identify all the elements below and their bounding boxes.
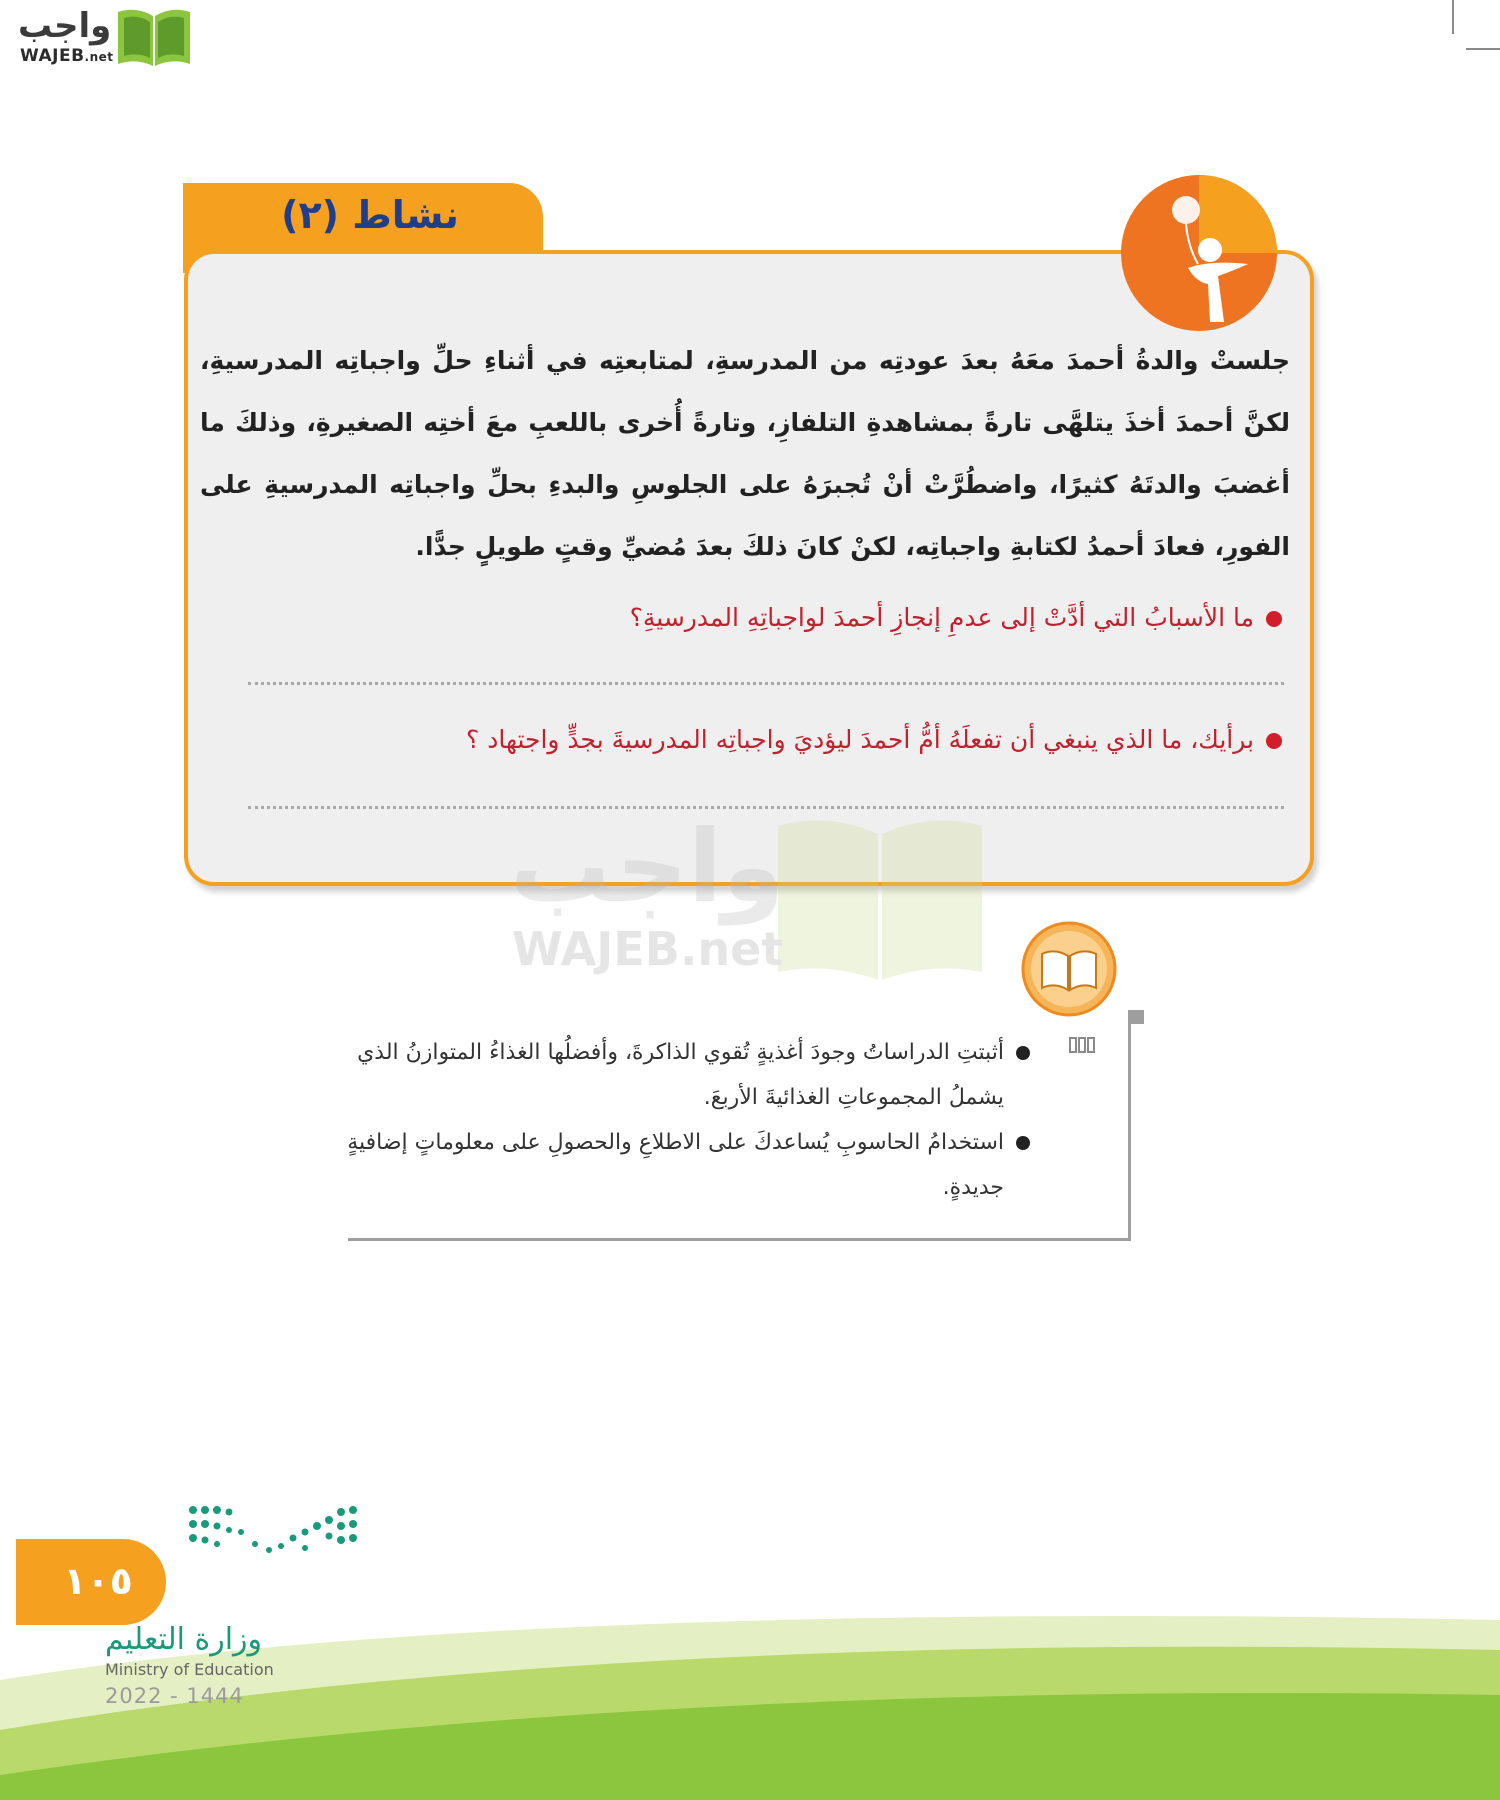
question-2: برأيك، ما الذي ينبغي أن تفعلَهُ أمُّ أحمدَ ليؤديَ واجباتِه المدرسيةَ بجدٍّ واجتهاد ؟: [466, 720, 1282, 760]
watermark-domain: WAJEB.net: [512, 922, 784, 976]
page-number: ١٠٥: [63, 1559, 133, 1603]
site-logo[interactable]: [8, 4, 193, 68]
bullet-icon: [1016, 1046, 1030, 1060]
ministry-name-arabic: وزارة التعليم: [105, 1622, 263, 1657]
child-balloon-icon: [1118, 172, 1280, 334]
watermark-book-icon: [770, 812, 990, 982]
info-frame-bottom: [348, 1238, 1131, 1241]
watermark: [500, 808, 1000, 992]
bullet-icon: [1266, 733, 1282, 749]
fact-item: أثبتتِ الدراساتُ وجودَ أغذيةٍ تُقوي الذاكرةَ، وأفضلُها الغذاءُ المتوازنُ الذي يشملُ المجموعاتِ الغذائيةَ الأربعَ.: [340, 1030, 1030, 1120]
info-facts-list: [340, 1030, 1030, 1210]
ministry-name-english: Ministry of Education: [105, 1660, 274, 1679]
bullet-icon: [1016, 1136, 1030, 1150]
info-frame-right: [1128, 1020, 1131, 1240]
crop-mark: [1466, 48, 1500, 50]
answer-line-1[interactable]: [248, 682, 1284, 685]
crop-mark: [1452, 0, 1454, 34]
watermark-arabic: واجب: [510, 808, 785, 925]
activity-title: نشاط (٢): [281, 193, 459, 237]
academic-year: 2022 - 1444: [105, 1684, 244, 1708]
quote-mark-icon: [1068, 1036, 1096, 1054]
story-paragraph: جلستْ والدةُ أحمدَ معَهُ بعدَ عودتِه من المدرسةِ، لمتابعتِه في أثناءِ حلِّ واجباتِه المدرسيةِ، لكنَّ أحمدَ أخذَ يتلهَّى تارةً بمشاهدةِ التلفازِ، وتارةً أُخرى باللعبِ معَ أختِه الصغيرةِ، وذلكَ ما أغضبَ والدتَهُ كثيرًا، واضطُرَّتْ أنْ تُجبرَهُ على الجلوسِ والبدءِ بحلِّ واجباتِه المدرسيةِ على الفورِ، فعادَ أحمدُ لكتابةِ واجباتِه، لكنْ كانَ ذلكَ بعدَ مُضيِّ وقتٍ طويلٍ جدًّا.: [200, 346, 1290, 561]
logo-domain: WAJEB.net: [20, 46, 114, 66]
green-swoosh: [0, 1560, 1500, 1800]
logo-arabic-text: واجب: [18, 6, 112, 46]
open-book-icon: [1020, 920, 1118, 1018]
question-1: ما الأسبابُ التي أدَّتْ إلى عدمِ إنجازِ أحمدَ لواجباتِهِ المدرسيةِ؟: [630, 598, 1282, 638]
book-icon: [114, 6, 194, 68]
fact-item: استخدامُ الحاسوبِ يُساعدكَ على الاطلاعِ والحصولِ على معلوماتٍ إضافيةٍ جديدةٍ.: [340, 1120, 1030, 1210]
ministry-logo-dots-icon: [185, 1502, 360, 1564]
bullet-icon: [1266, 611, 1282, 627]
